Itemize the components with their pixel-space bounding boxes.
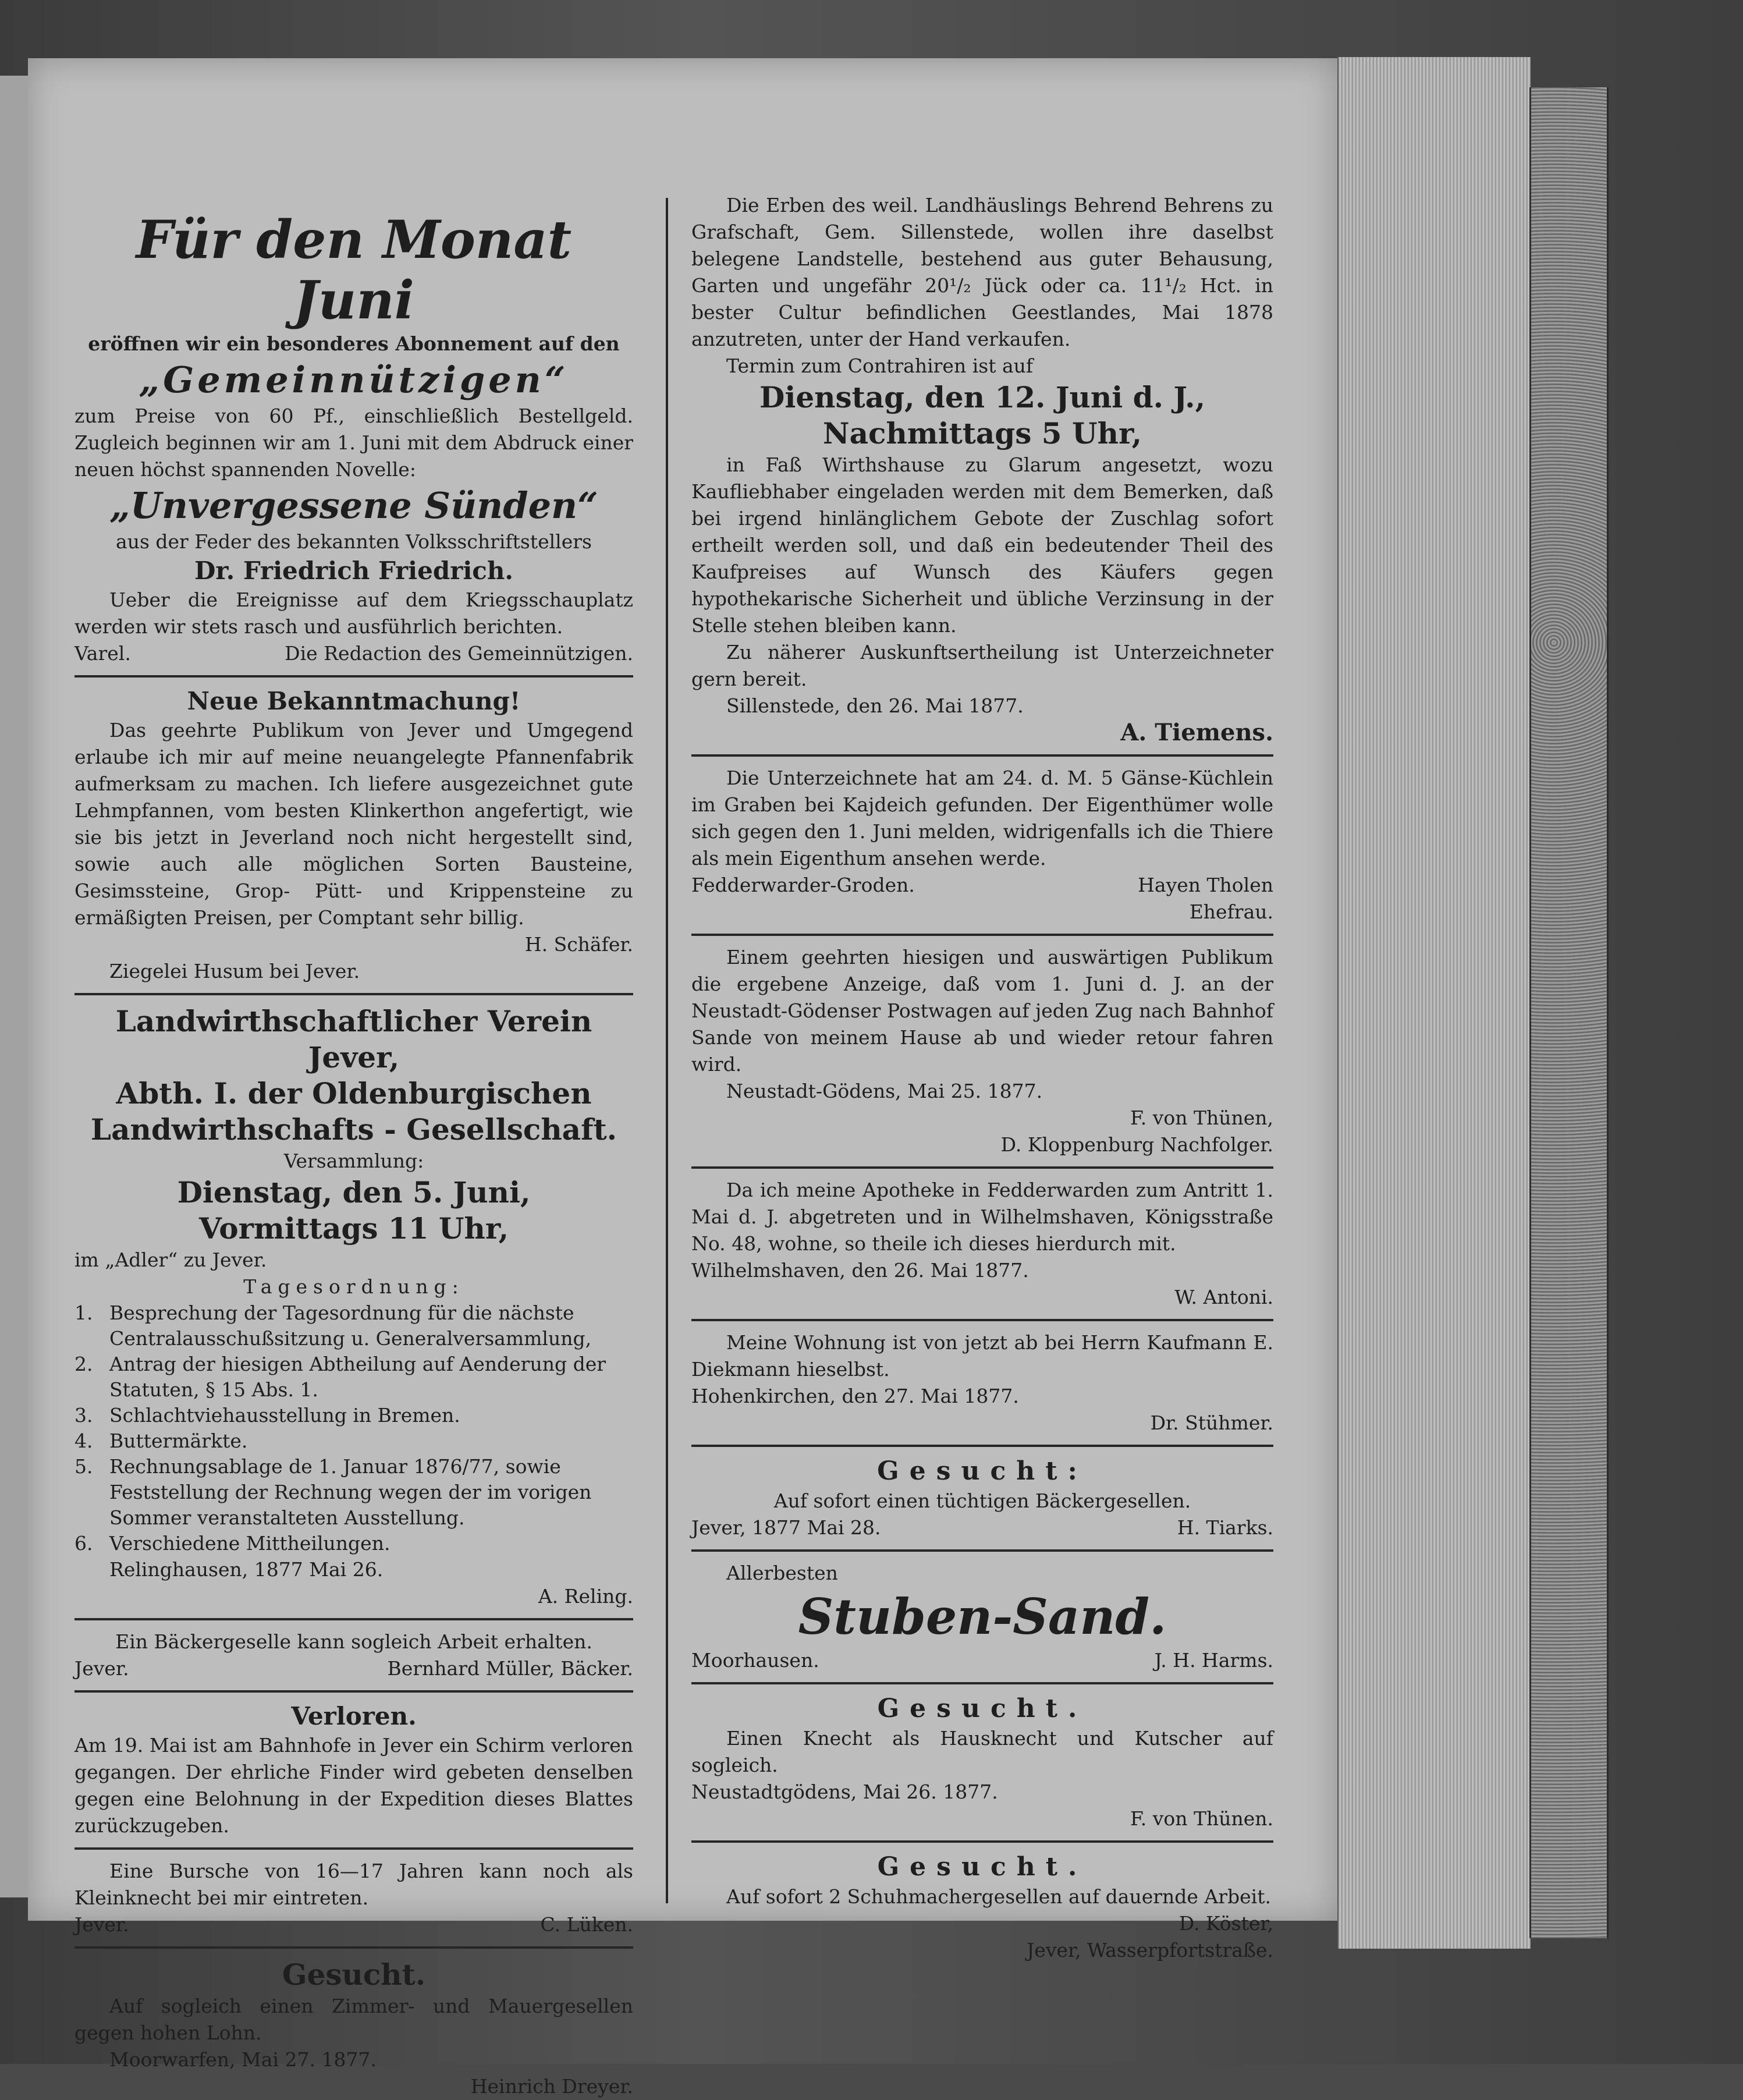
- ad-postwagen: [691, 944, 1273, 1158]
- place: Fedderwarder-Groden.: [691, 874, 915, 896]
- agenda-title: Tagesordnung:: [243, 1275, 464, 1298]
- ad-body: Ein Bäckergeselle kann sogleich Arbeit erhalten.: [115, 1630, 592, 1653]
- ad-gesucht-baecker: [691, 1455, 1273, 1541]
- ad-body-3: Zu näherer Auskunftsertheilung ist Unterzeichneter gern bereit.: [691, 641, 1273, 690]
- ad-body: Da ich meine Apotheke in Fedderwarden zum Antritt 1. Mai d. J. abgetreten und in Wilhelmshaven, Königsstraße No. 48, wohne, so theile ich dieses hierdurch mit.: [691, 1179, 1273, 1255]
- ad-landwirtschaft: [74, 1003, 633, 1610]
- title-line-1: Landwirthschaftlicher Verein Jever,: [115, 1004, 592, 1074]
- ad-stubensand: [691, 1560, 1273, 1674]
- place-date: Neustadtgödens, Mai 26. 1877.: [691, 1780, 998, 1803]
- divider: [691, 1319, 1273, 1321]
- ad-wohnung: [691, 1329, 1273, 1436]
- divider: [74, 993, 633, 995]
- page-stack-edge: [1337, 57, 1531, 1949]
- place-date: Moorwarfen, Mai 27. 1877.: [109, 2048, 377, 2071]
- signer-2: D. Kloppenburg Nachfolger.: [1000, 1133, 1273, 1156]
- signer: A. Tiemens.: [1120, 719, 1273, 746]
- ad-body: Meine Wohnung ist von jetzt ab bei Herrn Kaufmann E. Diekmann hieselbst.: [691, 1331, 1273, 1381]
- place-date: Jever, 1877 Mai 28.: [691, 1516, 881, 1539]
- divider: [691, 1682, 1273, 1684]
- ad-body: Eine Bursche von 16—17 Jahren kann noch als Kleinknecht bei mir eintreten.: [74, 1860, 633, 1909]
- divider: [74, 675, 633, 677]
- right-column: [691, 192, 1273, 1964]
- divider: [691, 754, 1273, 757]
- place-date: Hohenkirchen, den 27. Mai 1877.: [691, 1385, 1019, 1407]
- place-date: Sillenstede, den 26. Mai 1877.: [726, 694, 1024, 717]
- agenda-item: 2. Antrag der hiesigen Abtheilung auf Aenderung der Statuten, § 15 Abs. 1.: [74, 1353, 606, 1401]
- divider: [74, 1847, 633, 1850]
- agenda-item: 3. Schlachtviehausstellung in Bremen.: [74, 1404, 460, 1427]
- signer: H. Tiarks.: [1177, 1516, 1273, 1539]
- ad-title: Neue Bekanntmachung!: [187, 687, 521, 715]
- place-date: Wilhelmshaven, den 26. Mai 1877.: [691, 1259, 1029, 1282]
- war-notice: Ueber die Ereignisse auf dem Kriegsschauplatz werden wir stets rasch und ausführlich berichten.: [74, 588, 633, 638]
- divider: [691, 1166, 1273, 1169]
- ad-body: zum Preise von 60 Pf., einschließlich Bestellgeld. Zugleich beginnen wir am 1. Juni mit dem Abdruck einer neuen höchst spannenden Novelle:: [74, 405, 633, 481]
- title-line-3: Landwirthschafts - Gesellschaft.: [90, 1112, 617, 1147]
- divider: [691, 1549, 1273, 1552]
- signer: F. von Thünen,: [1130, 1106, 1273, 1129]
- agenda-item: 5. Rechnungsablage de 1. Januar 1876/77, sowie Feststellung der Rechnung wegen der im vorigen Sommer veranstalteten Ausstellung.: [74, 1455, 592, 1529]
- place-date: Neustadt-Gödens, Mai 25. 1877.: [726, 1080, 1043, 1102]
- ad-baecker: [74, 1629, 633, 1682]
- divider: [691, 934, 1273, 936]
- signer-2: Ehefrau.: [1189, 900, 1273, 923]
- meeting-time: Vormittags 11 Uhr,: [199, 1211, 509, 1246]
- signer: Hayen Tholen: [1138, 874, 1273, 896]
- ad-body: Auf sofort 2 Schuhmachergesellen auf dauernde Arbeit.: [726, 1885, 1271, 1908]
- agenda-item: 1. Besprechung der Tagesordnung für die nächste Centralausschußsitzung u. Generalversammlung,: [74, 1301, 592, 1350]
- newspaper-page: [28, 58, 1337, 2098]
- ad-body: Die Erben des weil. Landhäuslings Behrend Behrens zu Grafschaft, Gem. Sillenstede, wollen ihre daselbst belegene Landstelle, bestehend aus guter Behausung, Garten und ungefähr 20¹/₂ Jück oder ca. 11¹/₂ Hct. in bester Cultur befindlichen Geestlandes, Mai 1878 anzutreten, unter der Hand verkaufen.: [691, 194, 1273, 350]
- place: Varel.: [74, 642, 131, 665]
- ad-body: Das geehrte Publikum von Jever und Umgegend erlaube ich mir auf meine neuangelegte Pfannenfabrik aufmerksam zu machen. Ich liefere ausgezeichnet gute Lehmpfannen, vom besten Klinkerthon angefertigt, wie sie bis jetzt in Jeverland noch nicht hergestellt sind, sowie auch alle möglichen Sorten Bausteine, Gesimssteine, Grop- Pütt- und Krippensteine zu ermäßigten Preisen, per Comptant sehr billig.: [74, 719, 633, 929]
- ad-intro: eröffnen wir ein besonderes Abonnement auf den: [88, 332, 620, 355]
- signer: H. Schäfer.: [524, 933, 633, 956]
- novel-title: „Unvergessene Sünden“: [109, 484, 598, 527]
- signer: Dr. Stühmer.: [1150, 1411, 1273, 1434]
- ad-gaense: [691, 765, 1273, 925]
- divider: [691, 1840, 1273, 1843]
- ad-body: Die Unterzeichnete hat am 24. d. M. 5 Gänse-Küchlein im Graben bei Kajdeich gefunden. Der Eigenthümer wolle sich gegen den 1. Juni melden, widrigenfalls ich die Thiere als mein Eigenthum ansehen werde.: [691, 767, 1273, 870]
- sale-time: Nachmittags 5 Uhr,: [822, 416, 1142, 450]
- signer: W. Antoni.: [1174, 1286, 1273, 1308]
- ad-title: Verloren.: [291, 1702, 417, 1730]
- signer: F. von Thünen.: [1130, 1807, 1273, 1830]
- paper-name: „Gemeinnützigen“: [139, 359, 569, 401]
- ad-body-2: in Faß Wirthshause zu Glarum angesetzt, wozu Kaufliebhaber eingeladen werden mit dem Bemerken, daß bei irgend hinlänglichem Gebote der Zuschlag sofort ertheilt werden soll, und daß ein bedeutender Theil des Kaufpreises auf Wunsch des Käufers gegen hypothekarische Sicherheit und übliche Verzinsung in der Stelle stehen bleiben kann.: [691, 453, 1273, 637]
- ad-gesucht-knecht: [691, 1693, 1273, 1832]
- ad-body: Einem geehrten hiesigen und auswärtigen Publikum die ergebene Anzeige, daß vom 1. Juni d. J. an der Neustadt-Gödenser Postwagen auf jeden Zug nach Bahnhof Sande von meinem Hause ab und wieder retour fahren wird.: [691, 946, 1273, 1076]
- ad-body: Einen Knecht als Hausknecht und Kutscher auf sogleich.: [691, 1727, 1273, 1776]
- signer: Bernhard Müller, Bäcker.: [387, 1657, 633, 1680]
- title-line-2: Abth. I. der Oldenburgischen: [116, 1076, 592, 1111]
- ad-title: Gesucht.: [877, 1694, 1088, 1723]
- signer: J. H. Harms.: [1154, 1649, 1273, 1672]
- ad-apotheke: [691, 1177, 1273, 1311]
- book-cover-edge: [1529, 87, 1609, 1938]
- previous-page-edge: [0, 76, 29, 1897]
- versammlung: Versammlung:: [283, 1150, 424, 1172]
- ad-title: Gesucht.: [282, 1957, 426, 1992]
- divider: [74, 1618, 633, 1620]
- agenda-item: 6. Verschiedene Mittheilungen.: [74, 1532, 391, 1555]
- meeting-date: Dienstag, den 5. Juni,: [177, 1175, 531, 1209]
- ad-body: Auf sofort einen tüchtigen Bäckergesellen.: [773, 1489, 1191, 1512]
- author-line: aus der Feder des bekannten Volksschriftstellers: [116, 530, 592, 553]
- column-divider: [666, 198, 668, 1903]
- ad-bursche: [74, 1858, 633, 1938]
- agenda-item: 4. Buttermärkte.: [74, 1429, 248, 1452]
- termin: Termin zum Contrahiren ist auf: [726, 354, 1034, 377]
- divider: [74, 1690, 633, 1693]
- ad-pre: Allerbesten: [726, 1562, 838, 1584]
- signer-2: Jever, Wasserpfortstraße.: [1027, 1939, 1273, 1961]
- signer: A. Reling.: [538, 1585, 633, 1608]
- meeting-location: im „Adler“ zu Jever.: [74, 1248, 267, 1271]
- ad-title: Stuben-Sand.: [798, 1588, 1167, 1645]
- place: Ziegelei Husum bei Jever.: [109, 960, 360, 982]
- ad-title: Gesucht:: [877, 1456, 1088, 1486]
- sender: Die Redaction des Gemeinnützigen.: [285, 642, 633, 665]
- signer: Heinrich Dreyer.: [470, 2075, 633, 2098]
- sale-date: Dienstag, den 12. Juni d. J.,: [759, 380, 1205, 414]
- place: Moorhausen.: [691, 1649, 819, 1672]
- ad-erben: [691, 192, 1273, 746]
- author-name: Dr. Friedrich Friedrich.: [194, 556, 514, 585]
- divider: [691, 1445, 1273, 1447]
- ad-title: Für den Monat Juni: [136, 209, 572, 331]
- ad-subscription: [74, 210, 633, 667]
- place: Jever.: [74, 1657, 129, 1680]
- signer: C. Lüken.: [540, 1913, 633, 1936]
- ad-verloren: [74, 1701, 633, 1839]
- agenda-list: [74, 1300, 633, 1556]
- ad-title: Gesucht.: [877, 1852, 1088, 1882]
- ad-body: Am 19. Mai ist am Bahnhofe in Jever ein Schirm verloren gegangen. Der ehrliche Finder wird gebeten denselben gegen eine Belohnung in der Expedition dieses Blattes zurückzugeben.: [74, 1734, 633, 1837]
- ad-body: Auf sogleich einen Zimmer- und Mauergesellen gegen hohen Lohn.: [74, 1995, 633, 2044]
- place-date: Relinghausen, 1877 Mai 26.: [109, 1558, 384, 1581]
- signer: D. Köster,: [1178, 1912, 1273, 1935]
- ad-gesucht: [74, 1957, 633, 2100]
- ad-gesucht-schuhmacher: [691, 1851, 1273, 1964]
- place: Jever.: [74, 1913, 129, 1936]
- left-column: [74, 210, 633, 2100]
- divider: [74, 1946, 633, 1949]
- ad-bekanntmachung: [74, 686, 633, 985]
